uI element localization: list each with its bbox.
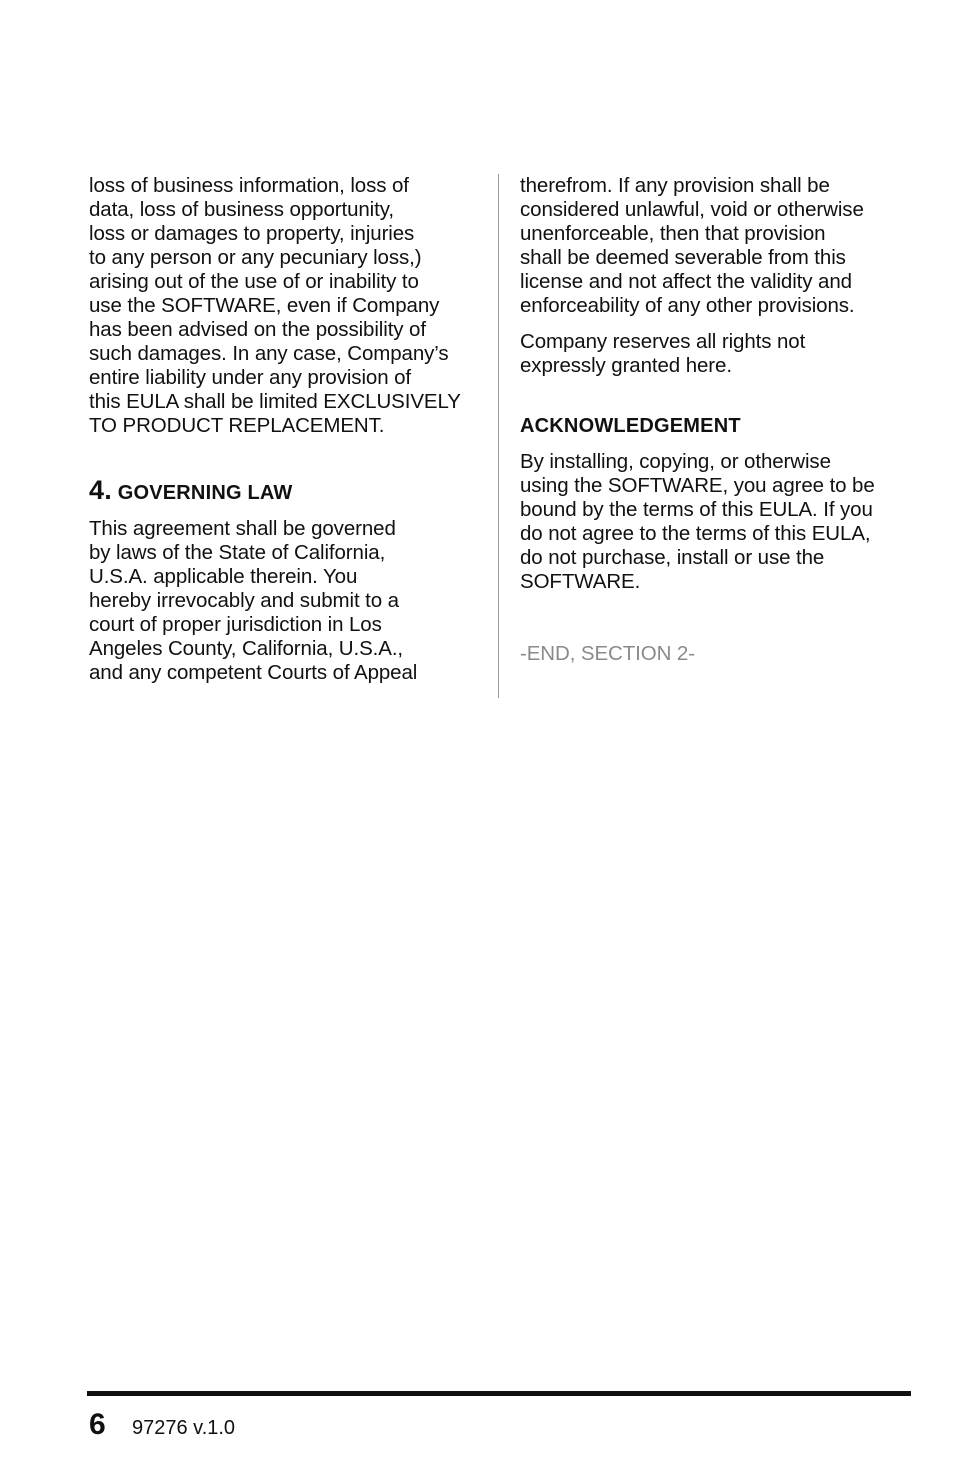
governing-law-paragraph: This agreement shall be governed by laws of the State of California, U.S.A. applicable therein. You hereby irrevocably and submit to a court of proper jurisdiction in Los Angeles County, California, U.S.A., and any competent Courts of Appeal [89, 517, 418, 684]
rights-reserved-paragraph: Company reserves all rights not expressly granted here. [520, 330, 806, 377]
acknowledgement-heading: ACKNOWLEDGEMENT [520, 415, 741, 437]
acknowledgement-paragraph: By installing, copying, or otherwise using the SOFTWARE, you agree to be bound by the terms of this EULA. If you do not agree to the terms of this EULA, do not purchase, install or use the SOFTWARE. [520, 450, 875, 593]
liability-paragraph: loss of business information, loss of data, loss of business opportunity, loss or damages to property, injuries to any person or any pecuniary loss,) arising out of the use of or inability to use the SOFTWARE, even if Company has been advised on the possibility of such damages. In any case, Company’s entire liability under any provision of this EULA shall be limited EXCLUSIVELY TO PRODUCT REPLACEMENT. [89, 174, 461, 437]
severability-paragraph: therefrom. If any provision shall be considered unlawful, void or otherwise unenforceable, then that provision shall be deemed severable from this license and not affect the validity and enforceability of any other provisions. [520, 174, 864, 317]
footer-rule [87, 1391, 911, 1396]
page-number: 6 [89, 1408, 106, 1441]
end-section-note: -END, SECTION 2- [520, 642, 695, 665]
column-divider [498, 174, 499, 698]
section-4-number: 4. [89, 475, 112, 505]
left-column [89, 174, 484, 685]
section-4-title: GOVERNING LAW [117, 482, 293, 504]
section-4-heading [89, 475, 484, 505]
right-column [520, 174, 915, 666]
document-version: 97276 v.1.0 [132, 1417, 236, 1439]
